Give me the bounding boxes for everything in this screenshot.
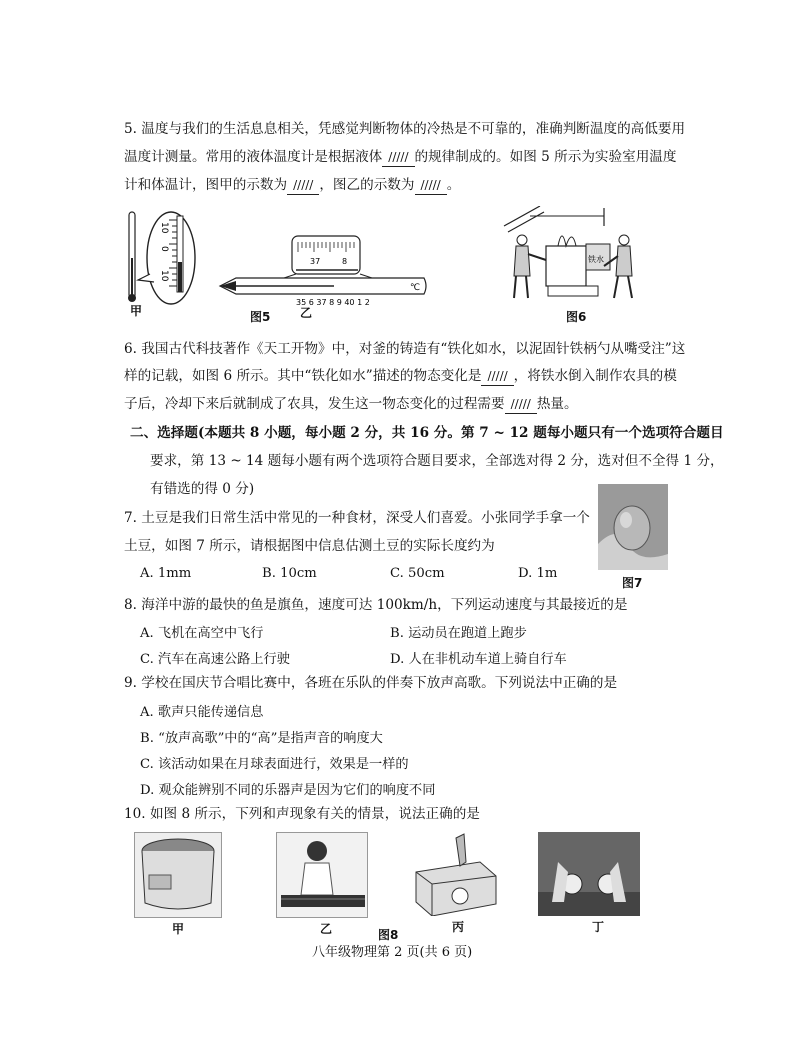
iron-label: 铁水 [588,255,604,264]
drum-performers-image [538,832,640,916]
q6-line-2: 样的记载，如图 6 所示。其中“铁化如水”描述的物态变化是 ///// ，将铁水倒入制作农具的模 [124,368,677,384]
q9-option-a: A. 歌声只能传递信息 [140,705,264,720]
q6-line-3: 子后，冷却下来后就制成了农具，发生这一物态变化的过程需要 ///// 热量。 [124,396,578,412]
label-yi: 乙 [300,306,313,320]
zoom-label: 8 [342,257,348,266]
figure-7-photo [598,484,668,570]
figure-8-label-bing: 丙 [452,920,465,934]
thermometer-illustration [124,208,434,326]
figure-8-label-ding: 丁 [592,920,605,934]
answer-blank: ///// [481,367,513,386]
q7-line-1: 7. 土豆是我们日常生活中常见的一种食材，深受人们喜爱。小张同学手拿一个 [124,510,590,526]
figure-8-image-ding [538,832,640,916]
figure-5 [124,208,434,326]
clinical-scale-label: 35 6 37 8 9 40 1 2 [296,298,370,307]
figure-8-caption: 图8 [378,928,399,942]
q7-option-b: B. 10cm [262,566,317,581]
celsius-unit: ℃ [410,283,421,293]
q5-line-3: 计和体温计，图甲的示数为 ///// ，图乙的示数为 ///// 。 [124,177,461,193]
tick-label: 10 [159,270,169,282]
answer-blank: ///// [382,148,414,167]
figure-6 [500,206,650,310]
q7-option-a: A. 1mm [140,566,192,581]
tick-label: 10 [159,222,169,234]
tick-label: 0 [159,246,169,252]
figure-6-caption: 图6 [566,310,587,324]
label-jia: 甲 [130,304,143,318]
potato-in-hand-image [598,484,668,570]
figure-8-image-jia [134,832,222,918]
q8-option-b: B. 运动员在跑道上跑步 [390,626,527,641]
q8-option-a: A. 飞机在高空中飞行 [140,626,264,641]
answer-blank: ///// [287,176,319,195]
section-2-heading: 二、选择题(本题共 8 小题，每小题 2 分，共 16 分。第 7 ~ 12 题每小题只有一个选项符合题目 [130,425,724,441]
q5-line-1: 5. 温度与我们的生活息息相关，凭感觉判断物体的冷热是不可靠的，准确判断温度的高低要用 [124,121,686,137]
q8-option-c: C. 汽车在高速公路上行驶 [140,652,290,667]
section-2-line-3: 有错选的得 0 分) [150,481,255,497]
q7-line-2: 土豆，如图 7 所示，请根据图中信息估测土豆的实际长度约为 [124,538,495,554]
q9-option-b: B. “放声高歌”中的“高”是指声音的响度大 [140,731,383,746]
guzheng-player-image [277,833,367,917]
q7-option-c: C. 50cm [390,566,445,581]
ultrasonic-cleaner-image [135,833,221,917]
q8-option-d: D. 人在非机动车道上骑自行车 [390,652,567,667]
q9-option-c: C. 该活动如果在月球表面进行，效果是一样的 [140,757,409,772]
figure-8-image-bing [410,832,502,916]
q9-option-d: D. 观众能辨别不同的乐器声是因为它们的响度不同 [140,783,436,798]
figure-5-caption: 图5 [250,310,271,324]
figure-8-label-yi: 乙 [320,922,333,936]
section-2-line-2: 要求，第 13 ~ 14 题每小题有两个选项符合题目要求，全部选对得 2 分，选对但不全得 1 分， [150,453,724,469]
q10-line-1: 10. 如图 8 所示，下列和声现象有关的情景，说法正确的是 [124,806,480,822]
page-footer: 八年级物理第 2 页(共 6 页) [312,945,473,960]
q9-line-1: 9. 学校在国庆节合唱比赛中，各班在乐队的伴奏下放声高歌。下列说法中正确的是 [124,675,618,691]
answer-blank: ///// [415,176,447,195]
figure-8-label-jia: 甲 [172,922,185,936]
q6-line-1: 6. 我国古代科技著作《天工开物》中，对釜的铸造有“铁化如水，以泥固针铁柄勺从嘴受注”这 [124,341,686,357]
q7-option-d: D. 1m [518,566,558,581]
drum-box-image [410,832,502,916]
answer-blank: ///// [505,395,537,414]
q5-line-2: 温度计测量。常用的液体温度计是根据液体 ///// 的规律制成的。如图 5 所示为实验室用温度 [124,149,677,165]
zoom-label: 37 [310,257,321,266]
figure-8-image-yi [276,832,368,918]
q8-line-1: 8. 海洋中游的最快的鱼是旗鱼，速度可达 100km/h，下列运动速度与其最接近的是 [124,597,628,613]
figure-7-caption: 图7 [622,576,643,590]
casting-illustration [500,206,650,310]
